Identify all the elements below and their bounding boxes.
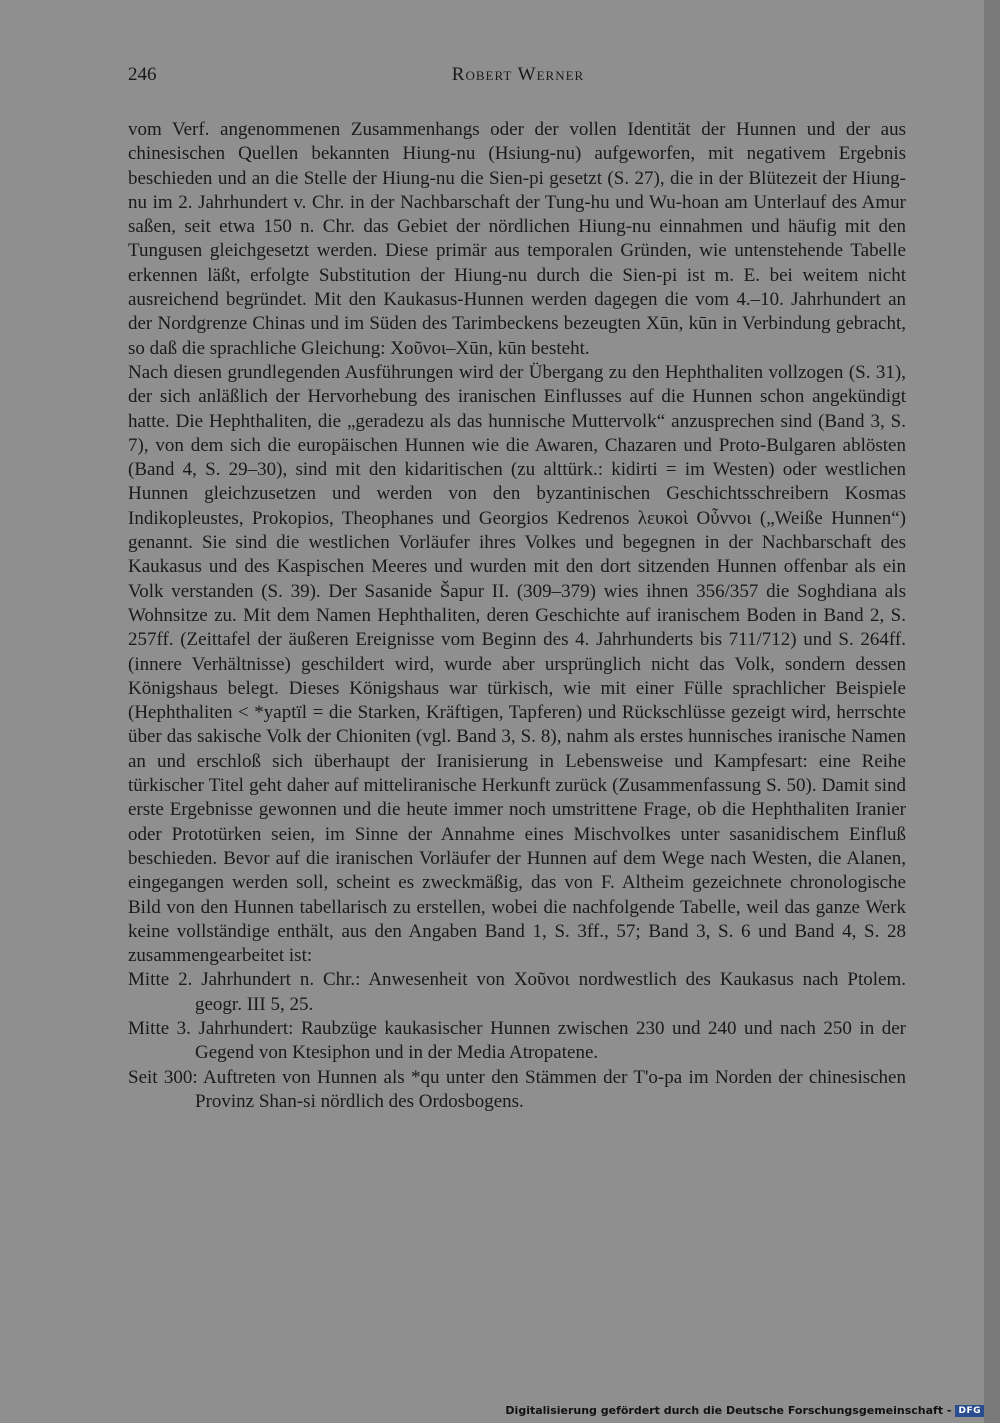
body-paragraph: vom Verf. angenommenen Zusammenhangs oder der vollen Identität der Hunnen und der aus chinesischen Quellen bekannten Hiung-nu (Hsiung-nu) aufgeworfen, mit negativem Ergebnis beschieden und an die Stelle der Hiung-nu die Sien-pi gesetzt (S. 27), die in der Blütezeit der Hiung-nu im 2. Jahrhundert v. Chr. in der Nachbarschaft der Tung-hu und Wu-hoan am Unterlauf des Amur saßen, seit etwa 150 n. Chr. das Gebiet der nördlichen Hiung-nu einnahmen und häufig mit den Tungusen gleichgesetzt werden. Diese primär aus temporalen Gründen, wie untenstehende Tabelle erkennen läßt, erfolgte Substitution der Hiung-nu durch die Sien-pi ist m. E. bei weitem nicht ausreichend begründet. Mit den Kaukasus-Hunnen werden dagegen die vom 4.–10. Jahrhundert an der Nordgrenze Chinas und im Süden des Tarimbeckens bezeugten Xūn, kūn in Verbindung gebracht, so daß die sprachliche Gleichung: Χοῦνοι–Xūn, kūn besteht.: [128, 119, 906, 359]
digitization-credit: Digitalisierung gefördert durch die Deutsche Forschungsgemeinschaft -: [505, 1404, 952, 1417]
page-number: 246: [128, 64, 157, 85]
digitization-footer: [505, 1404, 984, 1417]
chronology-entry: Mitte 2. Jahrhundert n. Chr.: Anwesenheit von Χοῦνοι nordwestlich des Kaukasus nach Ptolem. geogr. III 5, 25.: [128, 969, 906, 1015]
page-body: [128, 118, 906, 1114]
chronology-entry: Seit 300: Auftreten von Hunnen als *qu unter den Stämmen der T'o-pa im Norden der chinesischen Provinz Shan-si nördlich des Ordosbogens.: [128, 1066, 906, 1112]
dfg-logo: DFG: [955, 1405, 984, 1417]
page-header: [128, 64, 908, 90]
running-head: Robert Werner: [451, 64, 585, 85]
chronology-entry: Mitte 3. Jahrhundert: Raubzüge kaukasischer Hunnen zwischen 230 und 240 und nach 250 in der Gegend von Ktesiphon und in der Media Atropatene.: [128, 1017, 906, 1064]
scan-edge: [984, 0, 1000, 1423]
body-paragraph: Nach diesen grundlegenden Ausführungen wird der Übergang zu den Hephthaliten vollzogen (S. 31), der sich anläßlich der Hervorhebung des iranischen Einflusses auf die Hunnen schon angekündigt hatte. Die Hephthaliten, die „geradezu als das hunnische Muttervolk“ anzusprechen sind (Band 3, S. 7), von dem sich die europäischen Hunnen wie die Awaren, Chazaren und Proto-Bulgaren ablösten (Band 4, S. 29–30), sind mit den kidaritischen (zu alttürk.: kidirti = im Westen) oder westlichen Hunnen gleichzusetzen und werden von den byzantinischen Geschichtsschreibern Kosmas Indikopleustes, Prokopios, Theophanes und Georgios Kedrenos λευκοὶ Οὖννοι („Weiße Hunnen“) genannt. Sie sind die westlichen Vorläufer ihres Volkes und begegnen in der Nachbarschaft des Kaukasus und des Kaspischen Meeres und wurden mit den dort sitzenden Hunnen offenbar als ein Volk verstanden (S. 39). Der Sasanide Šapur II. (309–379) wies ihnen 356/357 die Soghdiana als Wohnsitze zu. Mit dem Namen Hephthaliten, deren Geschichte auf iranischem Boden in Band 2, S. 257ff. (Zeittafel der äußeren Ereignisse vom Beginn des 4. Jahrhunderts bis 711/712) und S. 264ff. (innere Verhältnisse) geschildert wird, wurde aber ursprünglich nicht das Volk, sondern dessen Königshaus belegt. Dieses Königshaus war türkisch, wie mit einer Fülle sprachlicher Beispiele (Hephthaliten < *yaptïl = die Starken, Kräftigen, Tapferen) und Rückschlüsse gezeigt wird, herrschte über das sakische Volk der Chioniten (vgl. Band 3, S. 8), nahm als erstes hunnisches iranische Namen an und erschloß sich überhaupt der Iranisierung in Lebensweise und Kampfesart: eine Reihe türkischer Titel geht daher auf mitteliranische Herkunft zurück (Zusammenfassung S. 50). Damit sind erste Ergebnisse gewonnen und die heute immer noch umstrittene Frage, ob die Hephthaliten Iranier oder Prototürken seien, im Sinne der Annahme eines Mischvolkes unter sasanidischem Einfluß beschieden. Bevor auf die iranischen Vorläufer der Hunnen auf dem Wege nach Westen, die Alanen, eingegangen werden soll, scheint es zweckmäßig, das von F. Altheim gezeichnete chronologische Bild von den Hunnen tabellarisch zu erstellen, wobei die nachfolgende Tabelle, weil das ganze Werk keine vollständige enthält, aus den Angaben Band 1, S. 3ff., 57; Band 3, S. 6 und Band 4, S. 28 zusammengearbeitet ist:: [128, 361, 906, 967]
